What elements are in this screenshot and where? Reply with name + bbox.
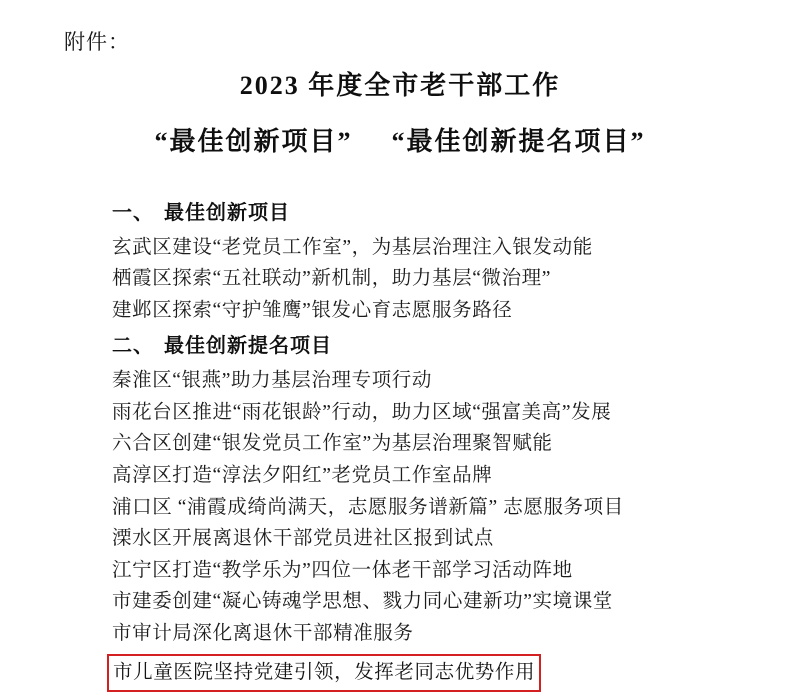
list-item: 浦口区 “浦霞成绮尚满天，志愿服务谱新篇” 志愿服务项目 bbox=[112, 496, 624, 518]
title-line-2-part-2: “最佳创新提名项目” bbox=[391, 127, 646, 157]
title-line-1: 2023 年度全市老干部工作 bbox=[239, 71, 561, 100]
list-item: 秦淮区“银燕”助力基层治理专项行动 bbox=[112, 370, 433, 392]
section-heading-2 bbox=[112, 330, 756, 362]
list-item: 市儿童医院坚持党建引领，发挥老同志优势作用 bbox=[113, 661, 536, 683]
list-item: 江宁区打造“教学乐为”四位一体老干部学习活动阵地 bbox=[112, 559, 573, 581]
list-item: 玄武区建设“老党员工作室”，为基层治理注入银发动能 bbox=[112, 236, 593, 258]
list-item: 市审计局深化离退休干部精准服务 bbox=[112, 622, 414, 644]
highlighted-list-item bbox=[107, 654, 541, 692]
section-title-1: 最佳创新项目 bbox=[164, 201, 290, 224]
list-item: 六合区创建“银发党员工作室”为基层治理聚智赋能 bbox=[112, 433, 553, 455]
attachment-label: 附件： bbox=[64, 30, 130, 54]
section-heading-1 bbox=[112, 197, 756, 229]
list-item: 栖霞区探索“五社联动”新机制，助力基层“微治理” bbox=[112, 268, 552, 290]
page-title bbox=[60, 66, 756, 163]
list-item: 溧水区开展离退休干部党员进社区报到试点 bbox=[112, 528, 494, 550]
list-item: 雨花台区推进“雨花银龄”行动，助力区域“强富美高”发展 bbox=[112, 401, 612, 423]
document-body bbox=[60, 197, 756, 692]
title-line-2 bbox=[60, 122, 740, 162]
section-title-2: 最佳创新提名项目 bbox=[164, 335, 332, 358]
section-number-2: 二、 bbox=[112, 335, 154, 358]
list-item: 建邺区探索“守护雏鹰”银发心育志愿服务路径 bbox=[112, 299, 513, 321]
list-item: 高淳区打造“淳法夕阳红”老党员工作室品牌 bbox=[112, 465, 493, 487]
list-item: 市建委创建“凝心铸魂学思想、戮力同心建新功”实境课堂 bbox=[112, 591, 613, 613]
title-line-2-part-1: “最佳创新项目” bbox=[154, 127, 353, 157]
section-number-1: 一、 bbox=[112, 201, 154, 224]
